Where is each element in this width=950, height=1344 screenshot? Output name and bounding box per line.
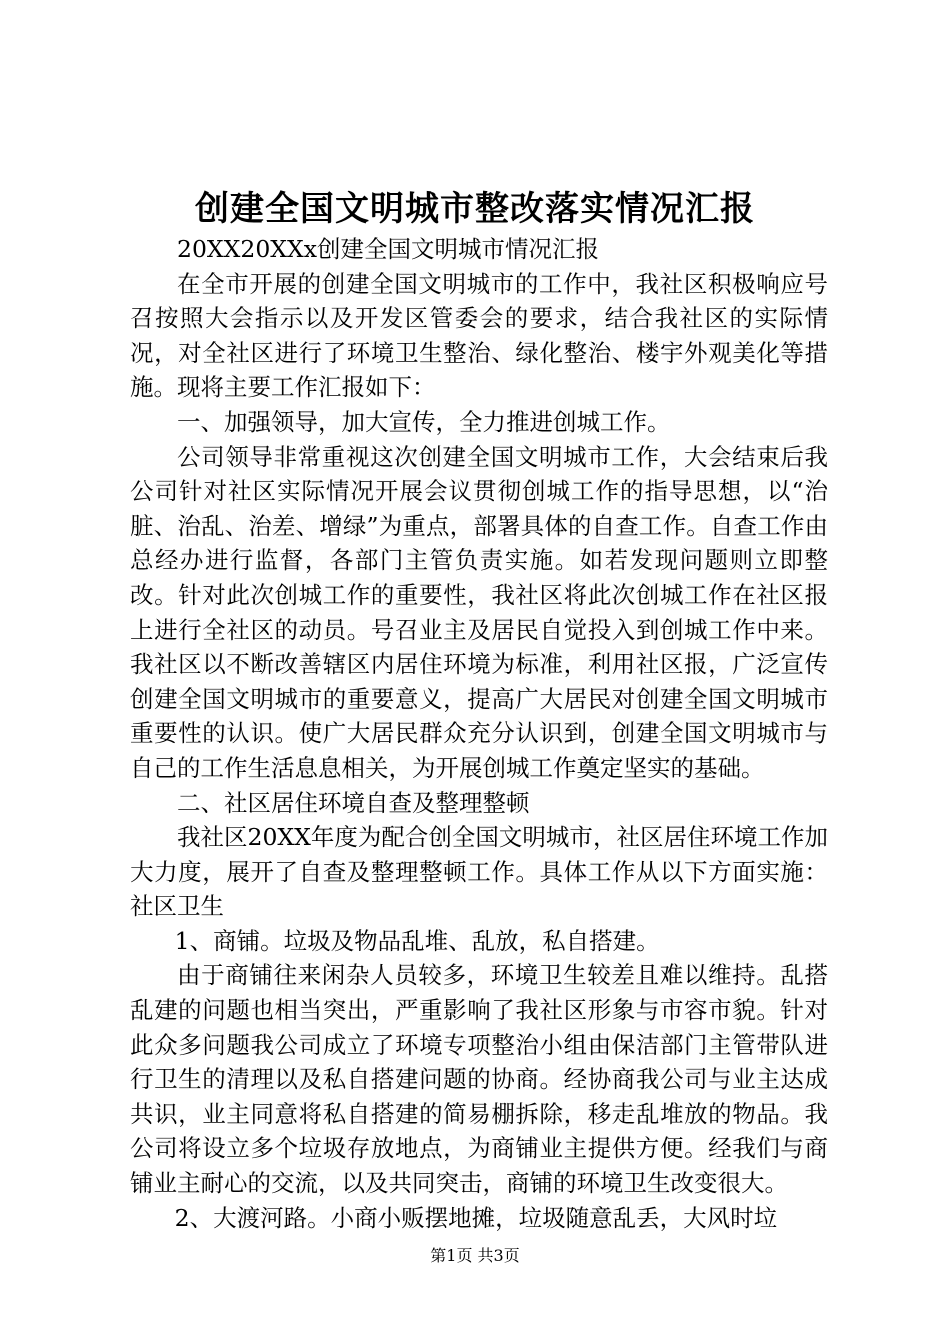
section-heading-1: 一、加强领导，加大宣传，全力推进创城工作。 xyxy=(177,407,671,436)
document-body xyxy=(130,232,828,1235)
section-heading-2: 二、社区居住环境自查及整理整顿 xyxy=(177,788,530,817)
paragraph-section-1: 公司领导非常重视这次创建全国文明城市工作，大会结束后我公司针对社区实际情况开展会议贯彻创城工作的指导思想，以“治脏、治乱、治差、增绿”为重点，部署具体的自查工作。自查工作由总经办进行监督，各部门主管负责实施。如若发现问题则立即整改。针对此次创城工作的重要性，我社区将此次创城工作在社区报上进行全社区的动员。号召业主及居民自觉投入到创城工作中来。我社区以不断改善辖区内居住环境为标准，利用社区报，广泛宣传创建全国文明城市的重要意义，提高广大居民对创建全国文明城市重要性的认识。使广大居民群众充分认识到，创建全国文明城市与自己的工作生活息息相关，为开展创城工作奠定坚实的基础。 xyxy=(130,442,828,782)
paragraph-intro: 在全市开展的创建全国文明城市的工作中，我社区积极响应号召按照大会指示以及开发区管委会的要求，结合我社区的实际情况，对全社区进行了环境卫生整治、绿化整治、楼宇外观美化等措施。现将主要工作汇报如下： xyxy=(130,269,828,402)
subheading-shops: 1、商铺。垃圾及物品乱堆、乱放，私自搭建。 xyxy=(174,926,660,955)
document-title: 创建全国文明城市整改落实情况汇报 xyxy=(195,189,755,229)
page-number-footer: 第1页 共3页 xyxy=(430,1246,520,1265)
subheading-dadu-river-road: 2、大渡河路。小商小贩摆地摊，垃圾随意乱丢，大风时垃 xyxy=(174,1203,778,1232)
paragraph-section-2: 我社区20XX年度为配合创全国文明城市，社区居住环境工作加大力度，展开了自查及整理整顿工作。具体工作从以下方面实施：社区卫生 xyxy=(130,823,828,921)
document-subtitle: 20XX20XXx创建全国文明城市情况汇报 xyxy=(177,235,599,263)
paragraph-shops: 由于商铺往来闲杂人员较多，环境卫生较差且难以维持。乱搭乱建的问题也相当突出，严重影响了我社区形象与市容市貌。针对此众多问题我公司成立了环境专项整治小组由保洁部门主管带队进行卫生的清理以及私自搭建问题的协商。经协商我公司与业主达成共识，业主同意将私自搭建的简易棚拆除，移走乱堆放的物品。我公司将设立多个垃圾存放地点，为商铺业主提供方便。经我们与商铺业主耐心的交流，以及共同突击，商铺的环境卫生改变很大。 xyxy=(130,961,828,1198)
